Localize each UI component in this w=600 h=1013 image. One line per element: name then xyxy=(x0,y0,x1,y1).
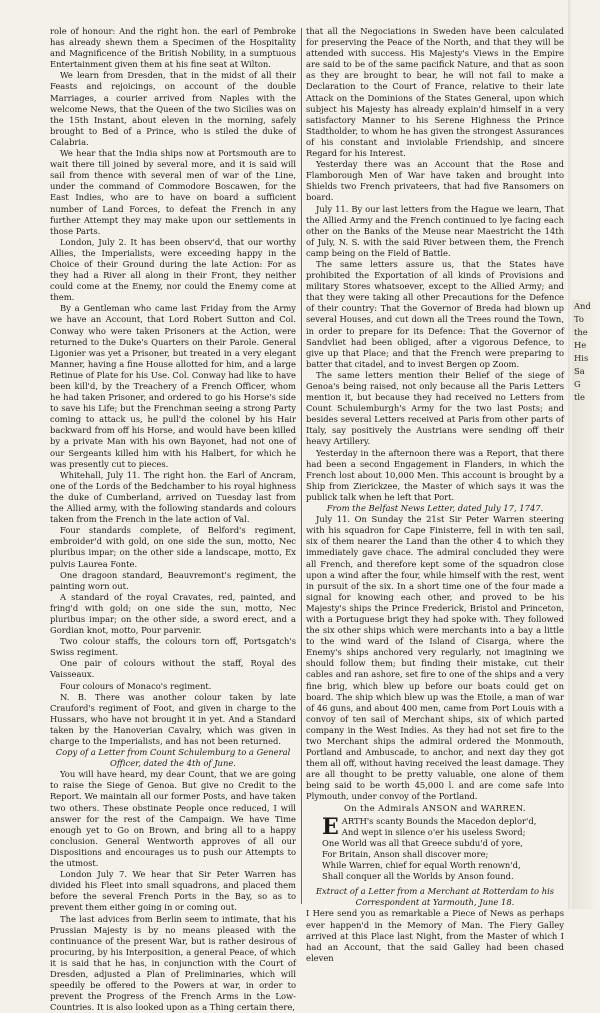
paragraph: Yesterday in the afternoon there was a Report, that there had been a second Engagement in Flanders, in which the French lost about 10,000 Men. This account is brought by a Ship from Zierickzee, the Master of which says it was the publick talk when he left that Port. xyxy=(306,448,564,503)
column-rule xyxy=(301,28,302,904)
paragraph: July 11. By our last letters from the Hague we learn, That the Allied Army and the French continued to lye facing each other on the Banks of the Meuse near Maestricht the 14th of July, N. S. with the said River between them, the French camp being on the Field of Battle. xyxy=(306,204,564,259)
edge-fragment: And xyxy=(572,300,600,313)
letter-heading: Copy of a Letter from Count Schulemburg to a General Officer, dated the 4th of June. xyxy=(50,747,296,769)
edge-fragment: the xyxy=(572,326,600,339)
edge-fragment: His xyxy=(572,352,600,365)
right-column xyxy=(306,26,564,906)
paragraph: We hear that the India ships now at Portsmouth are to wait there till joined by several more, and it is said will sail from thence with several men of war of the Line, under the command of Commodore Boscawen, for the East Indies, who are to have on board a sufficient number of Land Forces, to defeat the French in any further Attempt they may make upon our settlements in those Parts. xyxy=(50,148,296,237)
paragraph: July 11. On Sunday the 21st Sir Peter Warren steering with his squadron for Cape Finisterre, fell in with ten sail, six of them nearer the Land than the other 4 to which they immediately gave chace. The admiral concluded they were all French, and therefore kept some of the squadron close upon a wind after the four, while himself with the rest, went in pursuit of the six. In a short time one of the four made a signal for knowing each other, and proved to be his Majesty's ships the Prince Frederick, Bristol and Princeton, with a Portuguese brigt they had spoke with. They followed the six other ships which were merchants into a bay a little to the wind ward of the Island of Cisarga, where the Enemy's ships anchored very regularly, not imagining we should follow them; but finding their mistake, cut their cables and ran ashore, set fire to one of the ships and a very fine brig, which blew up before our boats could get on board. The ship which blew up was the Etoile, a man of war of 46 guns, and about 400 men, came from Port Louis with a convoy of ten sail of Merchant ships, six of which parted company in the West Indies. As they had not set fire to the two Merchant ships the admiral ordered the Monmouth, Portland and Ambuscade, to anchor, and next day they got them all off, without having received the least damage. They are all thought to be pretty valuable, one alone of them being said to be worth 45,000 l. and are come safe into Plymouth, under convoy of the Portland. xyxy=(306,514,564,802)
paragraph: By a Gentleman who came last Friday from the Army we have an Account, that Lord Robert Sutton and Col. Conway who were taken Prisoners at the Action, were returned to the Duke's Quarters on their Parole. General Ligonier was yet a Prisoner, but treated in a very elegant Manner, having a fine House allotted for him, and a large Retinue of Plate for his Use. Col. Conway had like to have been kill'd, by the Treachery of a French Officer, whom he had taken Prisoner, and ordered to go his Horse's side to save his Life; but the Frenchman seeing a strong Party coming to attack us, he pull'd the colonel by his Hair backward from off his Horse, and would have been killed by a private Man with his own Bayonet, had not one of our Sergeants killed him with his Halbert, for which he was presently cut to pieces. xyxy=(50,303,296,469)
poem-line: Shall conquer all the Worlds by Anson found. xyxy=(322,871,564,882)
paragraph: Four colours of Monaco's regiment. xyxy=(50,681,296,692)
left-column xyxy=(50,26,296,906)
paragraph: that all the Negociations in Sweden have been calculated for preserving the Peace of the North, and that they will be attended with success. His Majesty's Views in the Empire are said to be of the same pacifick Nature, and that as soon as they are brought to bear, he will not fail to make a Declaration to the Court of France, relative to their late Attack on the Dominions of the States General, upon which subject his Majesty has already explain'd himself in a very satisfactory Manner to his Serene Highness the Prince Stadtholder, to whom he has given the strongest Assurances of his constant and inviolable Friendship, and sincere Regard for his Interest. xyxy=(306,26,564,159)
paragraph: A standard of the royal Cravates, red, painted, and fring'd with gold; on one side the sun, motto, Nec pluribus impar; on the other side, a sword erect, and a Gordian knot, motto, Pour parvenir. xyxy=(50,592,296,636)
drop-cap: E xyxy=(322,817,339,837)
paragraph: The last advices from Berlin seem to intimate, that his Prussian Majesty is by no means pleased with the continuance of the present War, but is rather desirous of procuring, by his Interposition, a general Peace, of which it is said that he has, in conjunction with the Court of Dresden, adjusted a Plan of Preliminaries, which will speedily be offered to the Powers at war, in order to prevent the Progress of the French Arms in the Low-Countries. It is also looked upon as a Thing certain there, xyxy=(50,914,296,1013)
edge-fragment: G xyxy=(572,378,600,391)
paragraph: role of honour: And the right hon. the earl of Pembroke has already shewn them a Specimen of the Hospitality and Magnificence of the British Nobility, in a sumptuous Entertainment given them at his fine seat at Wilton. xyxy=(50,26,296,70)
edge-fragment: To xyxy=(572,313,600,326)
letter-heading: Extract of a Letter from a Merchant at Rotterdam to his Correspondent at Yarmouth, June 18. xyxy=(306,886,564,908)
edge-fragment: tle xyxy=(572,391,600,404)
paragraph: Yesterday there was an Account that the Rose and Flamborough Men of War have taken and brought into Shields two French privateers, that had five Ransomers on board. xyxy=(306,159,564,203)
paragraph: London, July 2. It has been observ'd, that our worthy Allies, the Imperialists, were exceeding happy in the Choice of their Ground during the late Action: For as they had a River all along in their Front, they neither could come at the Enemy, nor could the Enemy come at them. xyxy=(50,237,296,304)
paragraph: N. B. There was another colour taken by late Crauford's regiment of Foot, and given in charge to the Hussars, who have not brought it in yet. And a Standard taken by the Hanoverian Cavalry, which was given in charge to the Imperialists, and has not been returned. xyxy=(50,692,296,747)
paragraph: The same letters assure us, that the States have prohibited the Exportation of all kinds of Provisions and military Stores whatsoever, except to the Allied Army; and that they were taking all other Precautions for the Defence of their country: That the Governor of Breda had blown up several Houses, and cut down all the Trees round the Town, in order to prepare for its Defence: That the Governor of Sandvliet had been obliged, after a vigorous Defence, to give up that Place; and that the French were preparing to batter that citadel, and to invest Bergen op Zoom. xyxy=(306,259,564,370)
paragraph: Two colour staffs, the colours torn off, Portsgatch's Swiss regiment. xyxy=(50,636,296,658)
poem xyxy=(322,816,564,883)
paragraph: The same letters mention their Belief of the siege of Genoa's being raised, not only because all the Paris Letters mention it, but because they had received no Letters from Count Schulemburgh's Army for the two last Posts; and besides several Letters received at Paris from other parts of Italy, say positively the Austrians were sending off their heavy Artillery. xyxy=(306,370,564,448)
paragraph: We learn from Dresden, that in the midst of all their Feasts and rejoicings, on account of the double Marriages, a courier arrived from Naples with the welcome News, that the Queen of the two Sicilies was on the 15th Instant, about eleven in the morning, safely brought to Bed of a Prince, who is stiled the duke of Calabria. xyxy=(50,70,296,148)
edge-fragment: Sa xyxy=(572,365,600,378)
paragraph: You will have heard, my dear Count, that we are going to raise the Siege of Genoa. But give no Credit to the Report. We maintain all our former Posts, and have taken two others. These obstinate People once reduced, I will answer for the rest of the Campaign. We have Time enough yet to Go on Brown, and bring all to a happy conclusion. General Wentworth approves of all our Dispositions and encourages us to push our Attempts to the utmost. xyxy=(50,769,296,869)
poem-title: On the Admirals ANSON and WARREN. xyxy=(306,803,564,814)
edge-fragment: He xyxy=(572,339,600,352)
poem-line: And wept in silence o'er his useless Sword; xyxy=(322,827,564,838)
poem-line: ARTH's scanty Bounds the Macedon deplor'd, xyxy=(322,816,564,827)
paragraph: One pair of colours without the staff, Royal des Vaisseaux. xyxy=(50,658,296,680)
paragraph: I Here send you as remarkable a Piece of News as perhaps ever happen'd in the Memory of Man. The Fiery Galley arrived at this Place last Night, from the Master of which I had an Account, that the said Galley had been chased eleven xyxy=(306,908,564,963)
adjacent-page-edge xyxy=(572,300,600,909)
poem-line: One World was all that Greece subdu'd of yore, xyxy=(322,838,564,849)
paragraph: Four standards complete, of Belford's regiment, embroider'd with gold, on one side the sun, motto, Nec pluribus impar; on the other side a landscape, motto, Ex pulvis Laurea Fonte. xyxy=(50,525,296,569)
poem-line: While Warren, chief for equal Worth renown'd, xyxy=(322,860,564,871)
poem-line: For Britain, Anson shall discover more; xyxy=(322,849,564,860)
paragraph: Whitehall, July 11. The right hon. the Earl of Ancram, one of the Lords of the Bedchamber to his royal highness the duke of Cumberland, arrived on Tuesday last from the Allied army, with the following standards and colours taken from the French in the late action of Val. xyxy=(50,470,296,525)
paragraph: One dragoon standard, Beauvremont's regiment, the painting worn out. xyxy=(50,570,296,592)
paragraph: London July 7. We hear that Sir Peter Warren has divided his Fleet into small squadrons, and placed them before the several French Ports in the Bay, so as to prevent them either going in or coming out. xyxy=(50,869,296,913)
source-heading: From the Belfast News Letter, dated July 17, 1747. xyxy=(306,503,564,514)
